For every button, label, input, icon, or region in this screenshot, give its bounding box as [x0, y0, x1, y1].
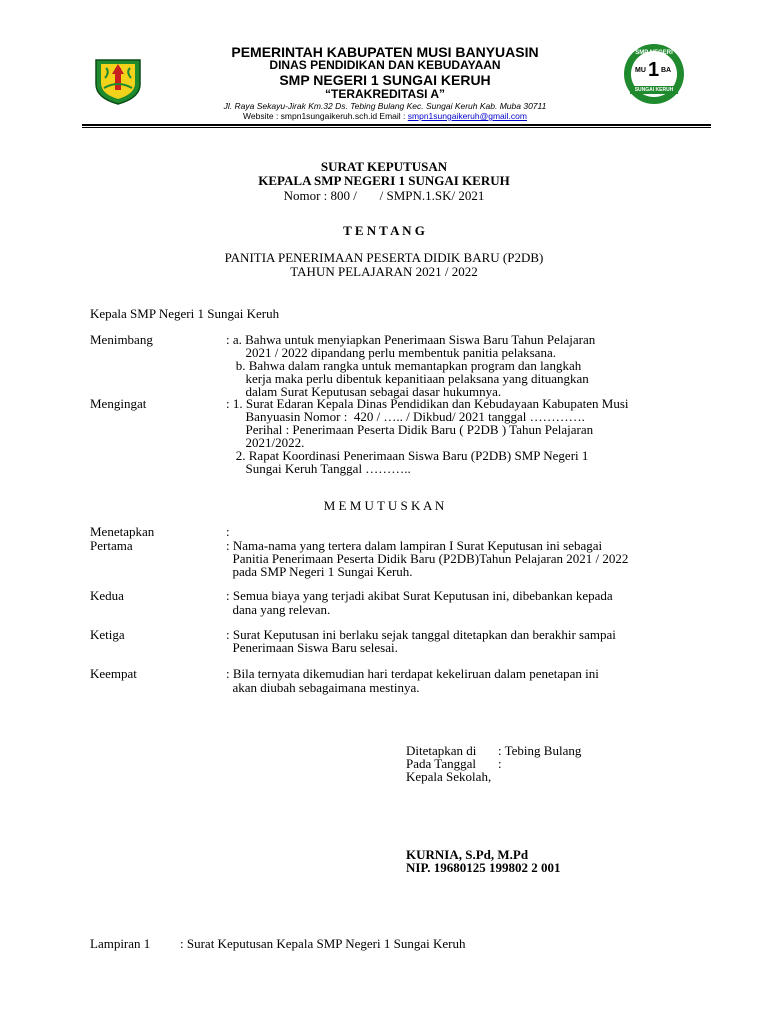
menimbang-label: Menimbang: [90, 332, 153, 347]
mengingat-line: Perihal : Penerimaan Peserta Didik Baru ( P2DB ) Tahun Pelajaran: [226, 422, 594, 437]
intro-text: Kepala SMP Negeri 1 Sungai Keruh: [90, 306, 280, 321]
decree-issuer: KEPALA SMP NEGERI 1 SUNGAI KERUH: [258, 173, 510, 188]
lampiran-value: : Surat Keputusan Kepala SMP Negeri 1 Sungai Keruh: [180, 936, 466, 951]
ditetapkan-label: Ditetapkan di: [406, 743, 477, 758]
memutuskan-heading: M E M U T U S K A N: [323, 498, 445, 513]
school-logo-top-text: SMP NEGERI: [635, 50, 673, 56]
decree-title: SURAT KEPUTUSAN: [320, 159, 448, 174]
email-link[interactable]: smpn1sungaikeruh@gmail.com: [407, 111, 527, 121]
ketiga-line: : Surat Keputusan ini berlaku sejak tanggal ditetapkan dan berakhir sampai: [226, 627, 616, 642]
menimbang-line: dalam Surat Keputusan sebagai dasar hukumnya.: [226, 384, 502, 399]
school-logo: [622, 42, 686, 106]
mengingat-line: : 1. Surat Edaran Kepala Dinas Pendidikan dan Kebudayaan Kabupaten Musi: [226, 396, 629, 411]
kedua-line: dana yang relevan.: [226, 602, 331, 617]
pertama-line: pada SMP Negeri 1 Sungai Keruh.: [226, 564, 413, 579]
mengingat-label: Mengingat: [90, 396, 147, 411]
pertama-line: Panitia Penerimaan Peserta Didik Baru (P2DB)Tahun Pelajaran 2021 / 2022: [226, 551, 629, 566]
mengingat-line: Banyuasin Nomor : 420 / ….. / Dikbud/ 2021 tanggal ………….: [226, 409, 585, 424]
letterhead-government: PEMERINTAH KABUPATEN MUSI BANYUASIN: [231, 44, 539, 60]
school-logo-number: 1: [648, 59, 660, 81]
tanggal-label: Pada Tanggal: [406, 756, 476, 771]
keempat-line: akan diubah sebagaimana mestinya.: [226, 680, 420, 695]
tentang-heading: T E N T A N G: [343, 223, 425, 238]
school-logo-right-text: BA: [661, 67, 672, 74]
menimbang-line: : a. Bahwa untuk menyiapkan Penerimaan Siswa Baru Tahun Pelajaran: [226, 332, 596, 347]
signatory-nip: NIP. 19680125 199802 2 001: [406, 860, 561, 875]
website-text: Website : smpn1sungaikeruh.sch.id Email :: [243, 111, 408, 121]
kedua-line: : Semua biaya yang terjadi akibat Surat Keputusan ini, dibebankan kepada: [226, 588, 613, 603]
keempat-line: : Bila ternyata dikemudian hari terdapat kekeliruan dalam penetapan ini: [226, 666, 599, 681]
menimbang-line: kerja maka perlu dibentuk kepanitiaan pelaksana yang dituangkan: [226, 371, 589, 386]
keempat-label: Keempat: [90, 666, 137, 681]
mengingat-line: Sungai Keruh Tanggal ………..: [226, 461, 411, 476]
pertama-label: Pertama: [90, 538, 133, 553]
mengingat-line: 2. Rapat Koordinasi Penerimaan Siswa Baru (P2DB) SMP Negeri 1: [226, 448, 589, 463]
decree-number: Nomor : 800 / / SMPN.1.SK/ 2021: [283, 188, 485, 203]
letterhead-department: DINAS PENDIDIKAN DAN KEBUDAYAAN: [269, 58, 501, 72]
header-divider-thick: [82, 124, 711, 126]
signatory-position: Kepala Sekolah,: [406, 769, 492, 784]
subject-line-2: TAHUN PELAJARAN 2021 / 2022: [290, 264, 478, 279]
ditetapkan-value: : Tebing Bulang: [498, 743, 582, 758]
menimbang-line: 2021 / 2022 dipandang perlu membentuk panitia pelaksana.: [226, 345, 556, 360]
lampiran-label: Lampiran 1: [90, 936, 151, 951]
kedua-label: Kedua: [90, 588, 124, 603]
letterhead-accreditation: “TERAKREDITASI A”: [325, 87, 445, 101]
ketiga-label: Ketiga: [90, 627, 125, 642]
letterhead-school: SMP NEGERI 1 SUNGAI KERUH: [279, 72, 491, 88]
regency-emblem-logo: [92, 54, 144, 106]
school-logo-bottom-text: SUNGAI KERUH: [634, 87, 674, 93]
menetapkan-label: Menetapkan: [90, 524, 155, 539]
menetapkan-colon: :: [226, 524, 230, 539]
mengingat-line: 2021/2022.: [226, 435, 305, 450]
letterhead-address: Jl. Raya Sekayu-Jirak Km.32 Ds. Tebing Bulang Kec. Sungai Keruh Kab. Muba 30711: [223, 101, 547, 111]
ketiga-line: Penerimaan Siswa Baru selesai.: [226, 640, 398, 655]
tanggal-value: :: [498, 756, 502, 771]
pertama-line: : Nama-nama yang tertera dalam lampiran I Surat Keputusan ini sebagai: [226, 538, 603, 553]
signatory-name: KURNIA, S.Pd, M.Pd: [406, 847, 529, 862]
menimbang-line: b. Bahwa dalam rangka untuk memantapkan program dan langkah: [226, 358, 582, 373]
letterhead-contact: [150, 111, 620, 121]
header-divider-thin: [82, 127, 711, 128]
subject-line-1: PANITIA PENERIMAAN PESERTA DIDIK BARU (P2DB): [224, 250, 544, 265]
school-logo-left-text: MU: [635, 67, 646, 74]
